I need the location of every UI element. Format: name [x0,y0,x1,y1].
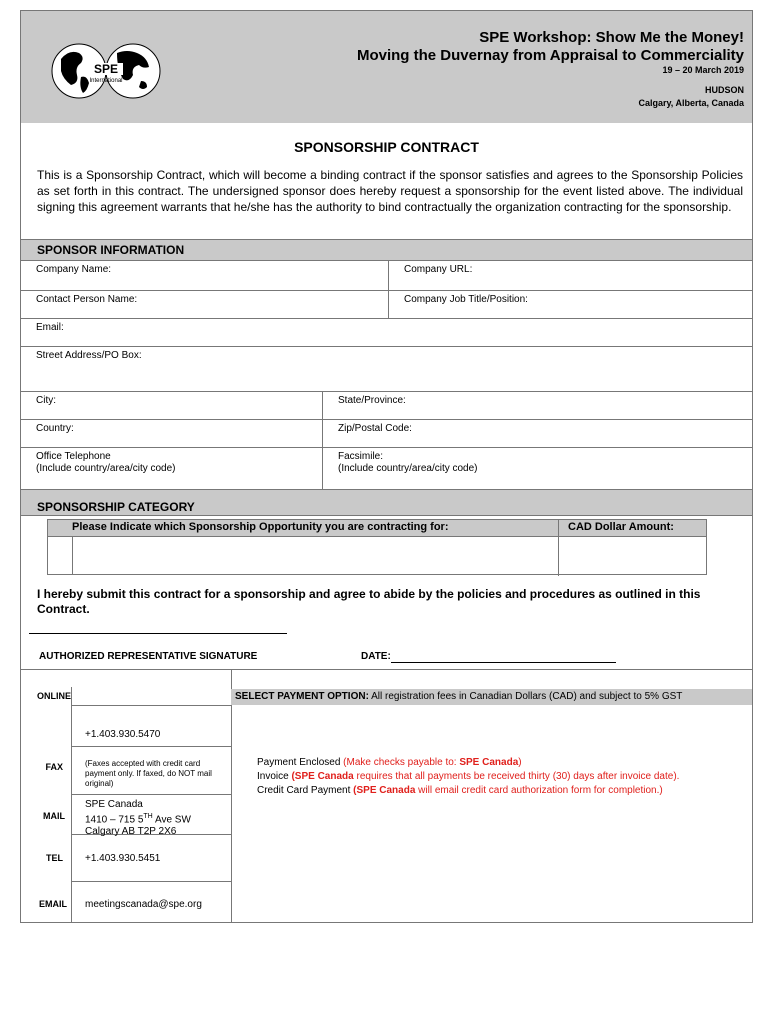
fax-note: (Include country/area/city code) [338,463,478,474]
date-label: DATE: [361,651,391,662]
online-label: ONLINE [36,691,71,701]
sponsor-info-heading: SPONSOR INFORMATION [21,239,752,261]
divider [231,669,232,689]
office-phone-field[interactable] [21,448,322,490]
divider [71,881,231,882]
mail-method-label: MAIL [43,811,65,821]
contract-title: SPONSORSHIP CONTRACT [294,139,479,155]
divider [71,687,72,922]
category-table [47,519,707,575]
state-field[interactable]: State/Province: [322,392,752,420]
event-location: Calgary, Alberta, Canada [638,98,744,108]
tel-method-label: TEL [46,853,63,863]
svg-text:International: International [89,78,123,84]
mail-address: SPE Canada 1410 – 715 5TH Ave SW Calgary AB T2P 2X6 [85,799,191,838]
payment-option-credit-card[interactable]: Credit Card Payment (SPE Canada will email credit card authorization form for completion.) [257,785,663,796]
event-dates: 19 – 20 March 2019 [662,65,744,75]
divider [231,705,232,922]
fax-method-label: FAX [45,762,63,772]
payment-option-heading: SELECT PAYMENT OPTION: All registration fees in Canadian Dollars (CAD) and subject to 5% GST [235,691,683,702]
email-field[interactable]: Email: [21,319,752,347]
zip-field[interactable]: Zip/Postal Code: [322,420,752,448]
agreement-text: I hereby submit this contract for a sponsorship and agree to abide by the policies and procedures as outlined in this Contract. [37,587,701,616]
office-phone-label: Office Telephone [36,451,111,462]
event-title: SPE Workshop: Show Me the Money! [479,29,744,46]
amount-column-header: CAD Dollar Amount: [568,521,674,533]
signature-label: AUTHORIZED REPRESENTATIVE SIGNATURE [39,651,258,662]
opportunity-column-header: Please Indicate which Sponsorship Opportunity you are contracting for: [72,521,449,533]
office-phone-note: (Include country/area/city code) [36,463,176,474]
street-address-field[interactable]: Street Address/PO Box: [21,347,752,392]
company-url-field[interactable]: Company URL: [388,261,752,291]
date-line[interactable] [391,662,616,663]
divider [71,794,231,795]
sponsorship-category-heading: SPONSORSHIP CATEGORY [21,490,752,516]
online-phone: +1.403.930.5470 [85,729,161,740]
contract-intro: This is a Sponsorship Contract, which will become a binding contract if the sponsor satisfies and agrees to the Sponsorship Policies as set forth in this contract. The undersigned sponsor does hereby request a sponsorship for the event listed above. The individual signing this agreement warrants that he/she has the authority to bind contractually the organization contracting for the sponsorship. [37,168,743,214]
country-field[interactable]: Country: [21,420,752,448]
header-band [21,11,752,123]
event-subtitle: Moving the Duvernay from Appraisal to Commerciality [356,47,744,64]
svg-text:SPE: SPE [93,62,119,76]
divider [71,746,231,747]
contact-person-field[interactable]: Contact Person Name: [21,291,752,319]
email-method-label: EMAIL [39,899,67,909]
fax-label: Facsimile: [338,451,384,462]
fax-method-note: (Faxes accepted with credit card payment only. If faxed, do NOT mail original) [85,759,212,788]
divider [21,669,752,670]
amount-input[interactable] [559,536,705,574]
event-venue: HUDSON [704,85,744,95]
city-field[interactable]: City: [21,392,752,420]
spe-logo-icon [51,37,161,105]
email-address[interactable]: meetingscanada@spe.org [85,899,202,910]
tel-number: +1.403.930.5451 [85,853,161,864]
signature-line[interactable] [29,633,287,634]
job-title-field[interactable]: Company Job Title/Position: [388,291,752,319]
payment-option-invoice[interactable]: Invoice (SPE Canada requires that all payments be received thirty (30) days after invoice date). [257,771,680,782]
category-table-header [48,520,706,537]
payment-option-enclosed[interactable]: Payment Enclosed (Make checks payable to: SPE Canada) [257,757,522,768]
contract-form [20,10,753,923]
fax-field[interactable] [322,448,752,490]
opportunity-input[interactable] [72,536,559,574]
divider [71,705,231,706]
company-name-field[interactable]: Company Name: [21,261,752,291]
